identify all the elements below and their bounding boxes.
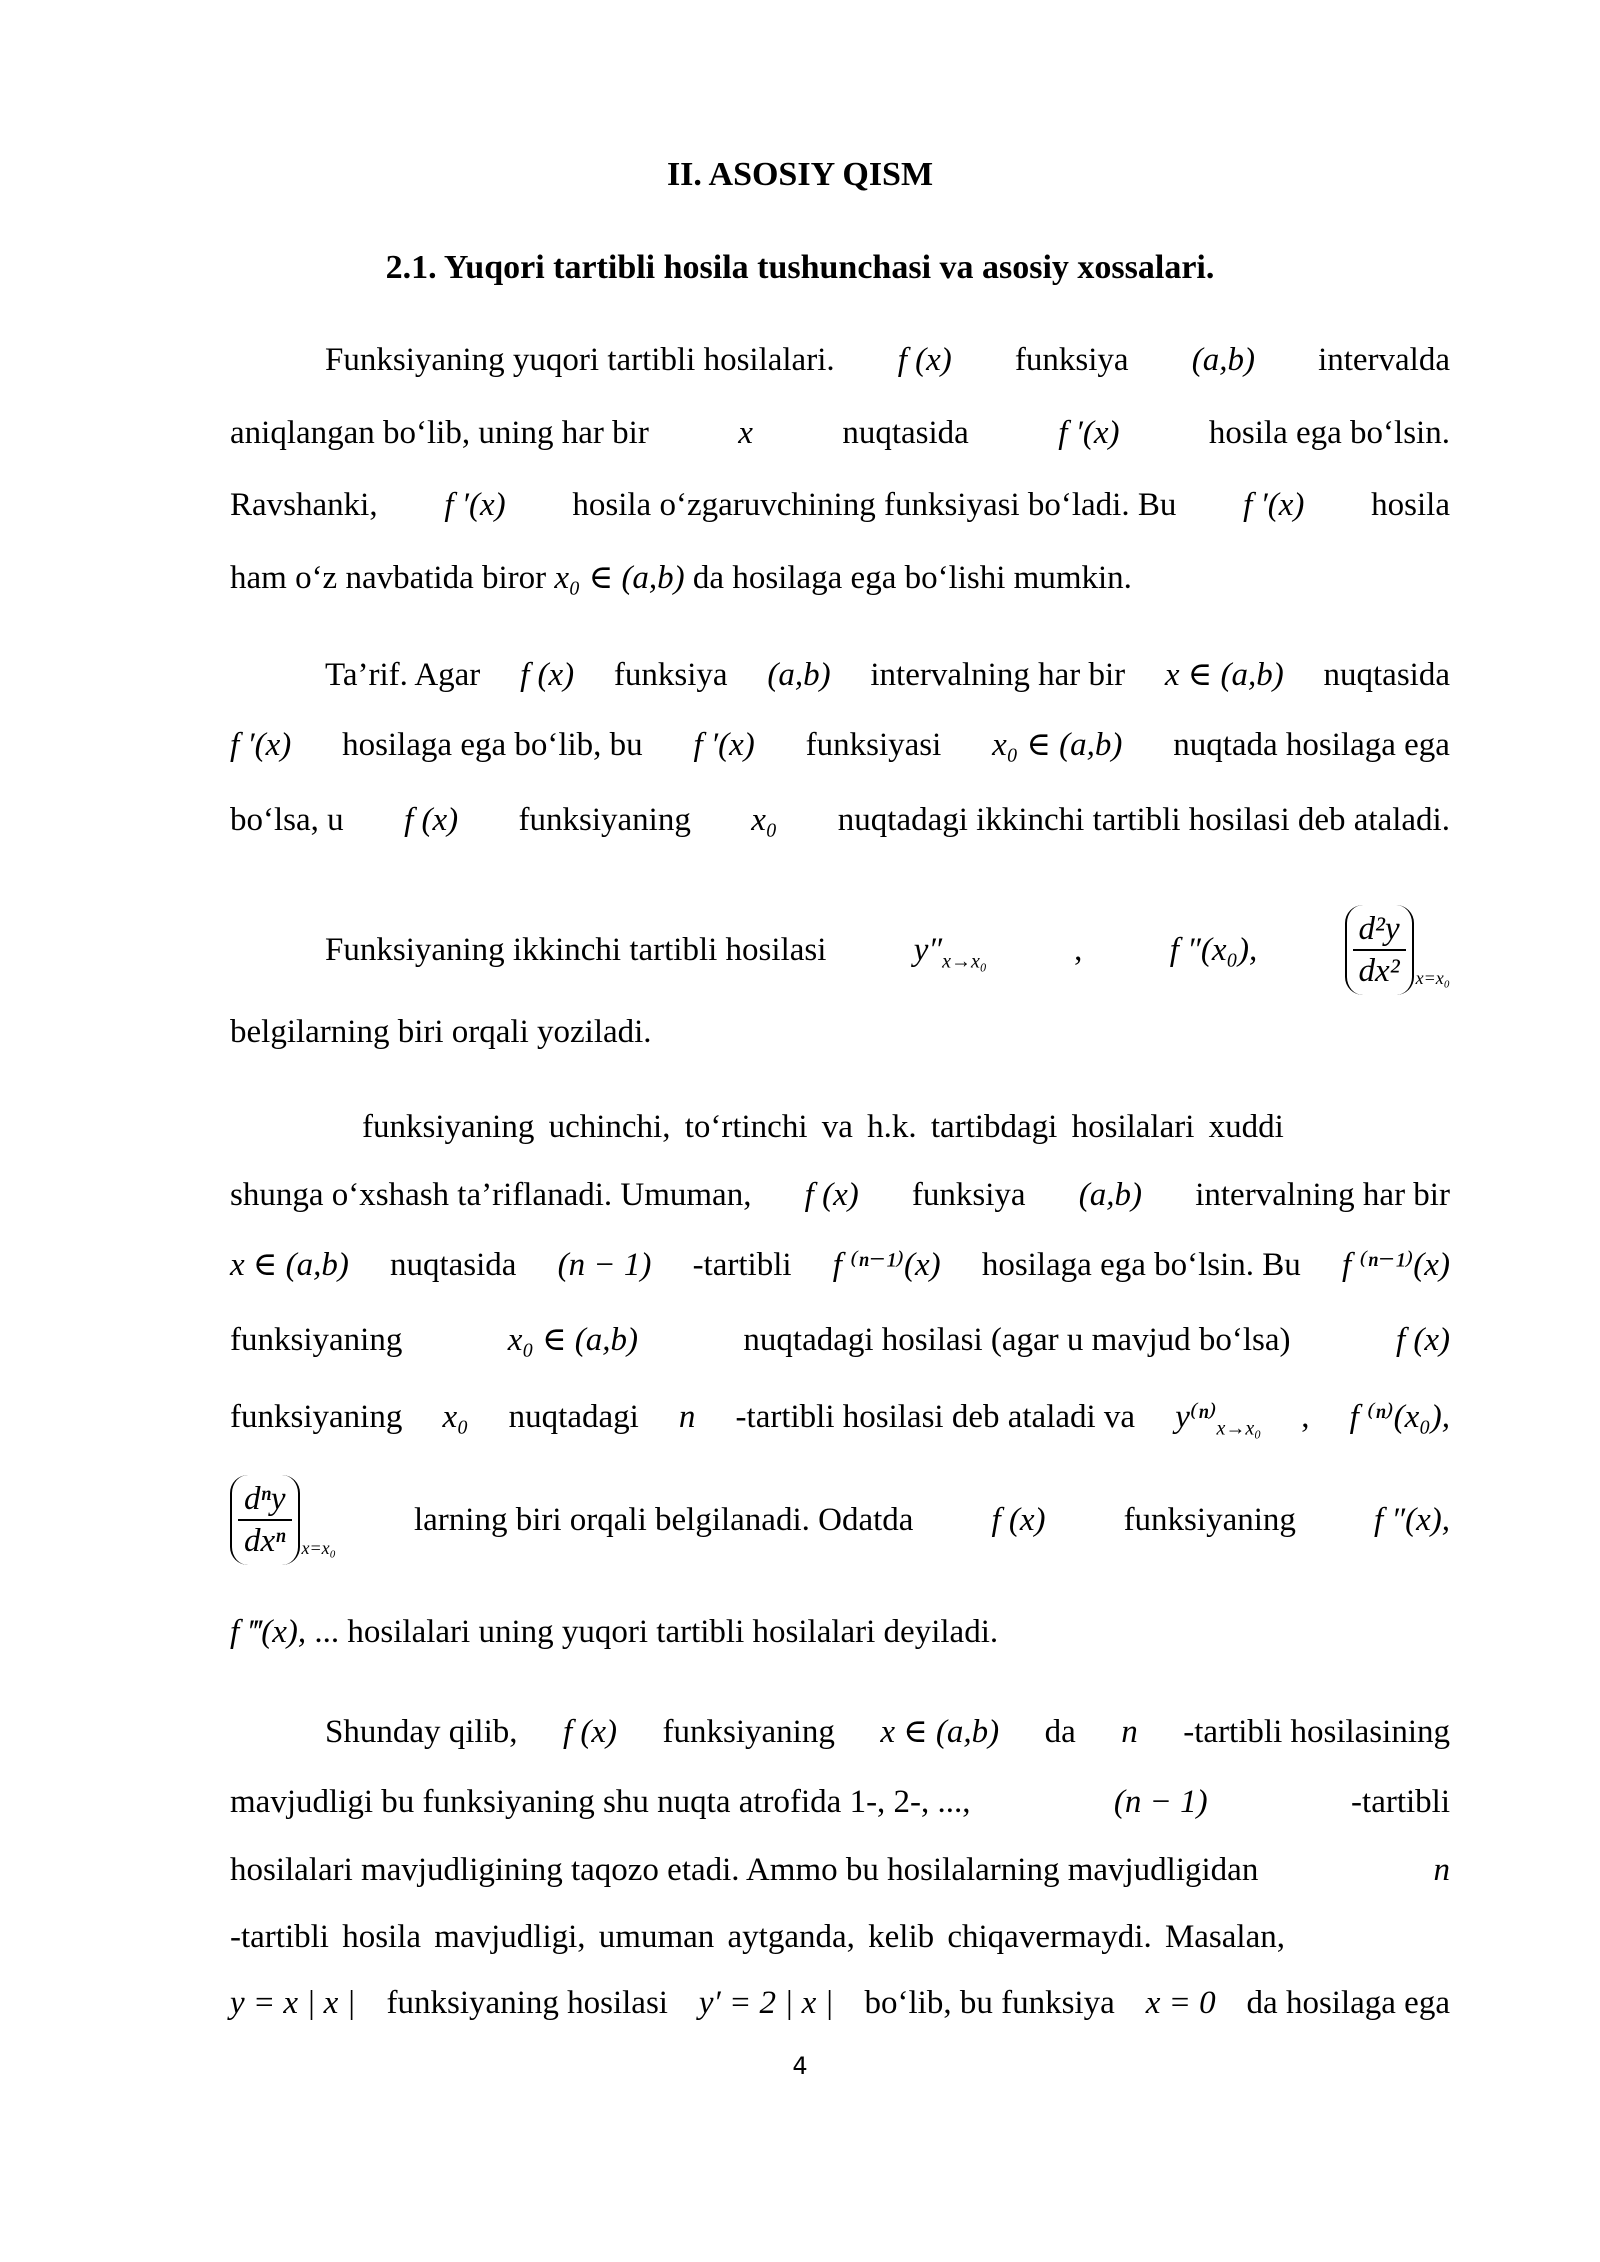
math-expr: f (x) (563, 1714, 618, 1750)
text: ... hosilalari uning yuqori tartibli hosilalari deyiladi. (314, 1614, 999, 1650)
text: hosila (1371, 487, 1450, 523)
text: intervalning har bir (870, 657, 1126, 693)
paren-group (1345, 905, 1414, 995)
paragraph-5-line-5 (230, 1983, 1450, 2023)
text: mavjudligi bu funksiyaning shu nuqta atrofida 1-, 2-, ..., (230, 1784, 971, 1820)
text: nuqtasida (1323, 657, 1450, 693)
math-expr: f (x) (1395, 1322, 1450, 1358)
text: funksiyaning (1123, 1502, 1296, 1538)
text: Funksiyaning ikkinchi tartibli hosilasi (325, 932, 827, 968)
text: larning biri orqali belgilanadi. Odatda (413, 1502, 914, 1538)
math-expr: f ″(x), (1373, 1502, 1450, 1538)
math-expr: y = x | x | (230, 1985, 356, 2021)
page-number: 4 (792, 2052, 808, 2080)
text: -tartibli hosilasining (1183, 1714, 1450, 1750)
math-expr: f (x) (897, 342, 952, 378)
evaluation-subscript: x=x₀ (301, 1538, 336, 1558)
text: bo‘lsa, u (230, 802, 344, 838)
text: funksiyaning (230, 1399, 403, 1435)
math-expr: y′ = 2 | x | (698, 1985, 834, 2021)
second-derivative-notation (1345, 905, 1450, 995)
paragraph-4-line-6 (230, 1475, 1450, 1565)
text: funksiyaning (518, 802, 691, 838)
paragraph-1-line-3 (230, 485, 1450, 525)
subsection-heading: 2.1. Yuqori tartibli hosila tushunchasi va asosiy xossalari. (385, 249, 1215, 286)
paragraph-1-line-2 (230, 413, 1450, 453)
text: da (1044, 1714, 1076, 1750)
math-expr (913, 930, 987, 973)
math-expr: f ⁽ⁿ⁻¹⁾(x) (1341, 1247, 1450, 1283)
text: funksiyaning (230, 1322, 403, 1358)
text: hosilaga ega bo‘lsin. Bu (981, 1247, 1301, 1283)
paragraph-1-line-1 (325, 340, 1450, 380)
text: -tartibli hosilasi deb ataladi va (735, 1399, 1136, 1435)
text: Funksiyaning yuqori tartibli hosilalari. (325, 342, 835, 378)
math-expr: x ∈ (a,b) (880, 1714, 1000, 1750)
section-heading: II. ASOSIY QISM (666, 156, 934, 193)
text: nuqtadagi ikkinchi tartibli hosilasi deb ataladi. (837, 802, 1450, 838)
fraction-numerator: dⁿy (238, 1479, 292, 1521)
paragraph-4-line-5 (230, 1397, 1450, 1440)
text: -tartibli (692, 1247, 792, 1283)
math-expr: x ∈ (a,b) (1164, 657, 1284, 693)
text: funksiya (613, 657, 728, 693)
math-expr: f ⁽ⁿ⁾(x₀), (1349, 1399, 1450, 1435)
math-expr: (a,b) (1078, 1177, 1143, 1213)
text: funksiyaning (662, 1714, 835, 1750)
math-expr: x₀ ∈ (a,b) (992, 727, 1123, 763)
text: , (1074, 932, 1083, 968)
text: funksiyaning hosilasi (386, 1985, 668, 2021)
math-expr: x ∈ (a,b) (230, 1247, 349, 1283)
math-expr: y″ (913, 932, 943, 968)
math-subscript: x→x₀ (942, 950, 987, 973)
paragraph-2-line-2 (230, 725, 1450, 765)
math-expr: x = 0 (1145, 1985, 1216, 2021)
nth-derivative-notation (230, 1475, 336, 1565)
math-expr: f ′(x) (1058, 415, 1120, 451)
paragraph-4-line-2 (230, 1175, 1450, 1215)
fraction-numerator: d²y (1353, 909, 1406, 951)
math-expr: f (x) (520, 657, 575, 693)
math-expr: f ‴(x), (230, 1614, 307, 1650)
paragraph-1-line-4 (230, 558, 1450, 598)
math-expr: x₀ (751, 802, 778, 838)
math-expr: f (x) (991, 1502, 1046, 1538)
text: Ravshanki, (230, 487, 378, 523)
math-expr: f ′(x) (230, 727, 292, 763)
text: nuqtada hosilaga ega (1173, 727, 1450, 763)
text: intervalning har bir (1195, 1177, 1450, 1213)
math-expr: x₀ (442, 1399, 469, 1435)
fraction (1353, 909, 1406, 991)
text: , (1301, 1399, 1310, 1435)
text: intervalda (1318, 342, 1450, 378)
paragraph-2-line-3 (230, 800, 1450, 840)
math-expr: x (738, 415, 753, 451)
math-expr: f ′(x) (1243, 487, 1305, 523)
math-expr: f (x) (804, 1177, 859, 1213)
math-expr: x₀ ∈ (a,b) (507, 1322, 639, 1358)
paragraph-5-line-2 (230, 1782, 1450, 1822)
paren-group (230, 1475, 300, 1565)
math-expr: n (1121, 1714, 1138, 1750)
paragraph-3-line-1 (325, 905, 1450, 995)
text: Ta’rif. Agar (325, 657, 481, 693)
paragraph-4-line-1: funksiyaning uchinchi, to‘rtinchi va h.k. tartibdagi hosilalari xuddi (362, 1109, 1284, 1145)
text: funksiya (911, 1177, 1026, 1213)
paragraph-2-line-1 (325, 655, 1450, 695)
math-expr: (n − 1) (557, 1247, 652, 1283)
paragraph-3-line-2: belgilarning biri orqali yoziladi. (230, 1014, 652, 1050)
text: hosilaga ega bo‘lib, bu (342, 727, 643, 763)
math-expr: f ′(x) (444, 487, 506, 523)
math-expr: (a,b) (1191, 342, 1255, 378)
math-expr: f ⁽ⁿ⁻¹⁾(x) (832, 1247, 941, 1283)
text: funksiya (1014, 342, 1129, 378)
fraction (238, 1479, 292, 1561)
text: hosila ega bo‘lsin. (1208, 415, 1450, 451)
text: ham o‘z navbatida biror (230, 560, 547, 596)
paragraph-5-line-4: -tartibli hosila mavjudligi, umuman aytganda, kelib chiqavermaydi. Masalan, (230, 1919, 1285, 1955)
text: da hosilaga ega (1246, 1985, 1450, 2021)
paragraph-4-line-7 (230, 1612, 1450, 1652)
paragraph-5-line-3 (230, 1850, 1450, 1890)
text: aniqlangan bo‘lib, uning har bir (230, 415, 649, 451)
evaluation-subscript: x=x₀ (1415, 968, 1450, 988)
text: -tartibli (1351, 1784, 1450, 1820)
math-expr: f (x) (404, 802, 459, 838)
text: bo‘lib, bu funksiya (864, 1985, 1115, 2021)
paragraph-5-line-1 (325, 1712, 1450, 1752)
text: da hosilaga ega bo‘lishi mumkin. (692, 560, 1132, 596)
text: shunga o‘xshash ta’riflanadi. Umuman, (230, 1177, 752, 1213)
text: hosilalari mavjudligining taqozo etadi. Ammo bu hosilalarning mavjudligidan (230, 1852, 1259, 1888)
text: nuqtadagi hosilasi (agar u mavjud bo‘lsa) (743, 1322, 1291, 1358)
fraction-denominator: dx² (1358, 953, 1400, 989)
math-expr: f ′(x) (693, 727, 755, 763)
text: hosila o‘zgaruvchining funksiyasi bo‘ladi. Bu (572, 487, 1177, 523)
math-expr: n (678, 1399, 696, 1435)
text: nuqtadagi (508, 1399, 639, 1435)
text: Shunday qilib, (325, 1714, 518, 1750)
text: funksiyasi (805, 727, 942, 763)
paragraph-4-line-3 (230, 1245, 1450, 1285)
math-expr: (n − 1) (1113, 1784, 1208, 1820)
paragraph-4-line-4 (230, 1320, 1450, 1360)
math-expr: x₀ ∈ (a,b) (554, 560, 685, 596)
text: nuqtasida (842, 415, 969, 451)
math-expr: y⁽ⁿ⁾ (1175, 1399, 1217, 1435)
math-subscript: x→x₀ (1216, 1417, 1262, 1440)
math-expr: n (1433, 1852, 1450, 1888)
math-expr (1175, 1397, 1262, 1440)
math-expr: (a,b) (767, 657, 831, 693)
text: nuqtasida (389, 1247, 517, 1283)
fraction-denominator: dxⁿ (244, 1523, 286, 1559)
math-expr: f ″(x₀), (1169, 932, 1258, 968)
